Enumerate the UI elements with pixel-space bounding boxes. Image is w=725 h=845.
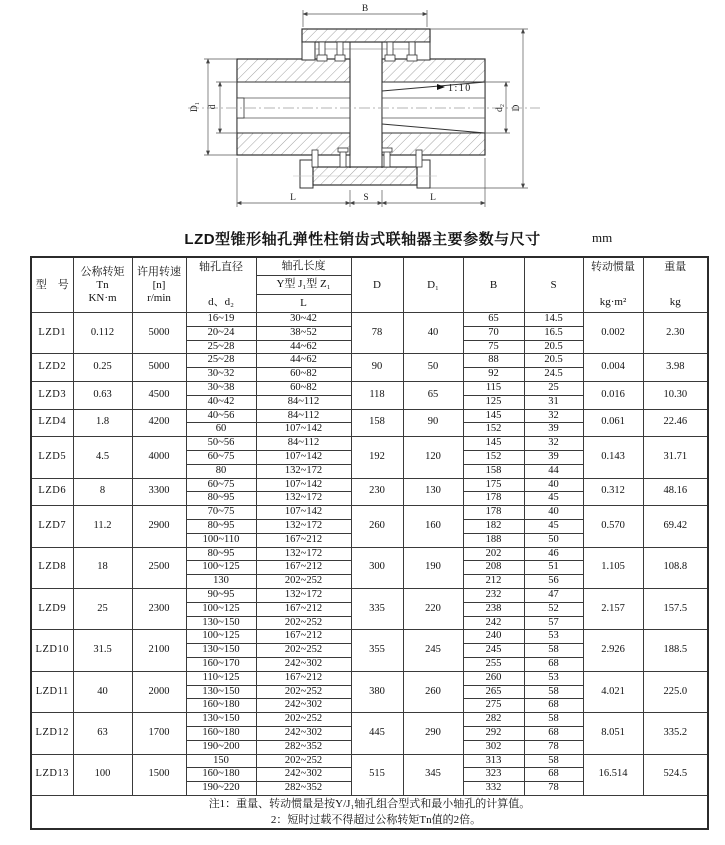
cell-speed: 3300 <box>132 478 186 506</box>
col-header-length <box>256 257 351 313</box>
cell-torque: 4.5 <box>73 437 132 478</box>
cell-speed: 1700 <box>132 713 186 754</box>
cell-speed: 2300 <box>132 588 186 629</box>
table-row <box>31 313 708 327</box>
cell-model: LZD13 <box>31 754 73 795</box>
cell-D1: 50 <box>403 354 463 382</box>
cell-S: 57 <box>524 616 583 630</box>
cell-D: 260 <box>351 506 403 547</box>
coupling-drawing-svg <box>0 0 725 222</box>
cell-bore: 30~38 <box>186 381 256 395</box>
cell-S: 53 <box>524 671 583 685</box>
cell-S: 58 <box>524 685 583 699</box>
cell-length: 60~82 <box>256 368 351 382</box>
cell-B: 158 <box>463 464 524 478</box>
cell-length: 44~62 <box>256 340 351 354</box>
cell-speed: 4200 <box>132 409 186 437</box>
cell-S: 14.5 <box>524 313 583 327</box>
dim-label-d: d <box>208 104 218 110</box>
cell-S: 56 <box>524 575 583 589</box>
cell-torque: 8 <box>73 478 132 506</box>
taper-label: 1:10 <box>448 83 472 94</box>
cell-torque: 0.63 <box>73 381 132 409</box>
cell-length: 242~302 <box>256 768 351 782</box>
cell-torque: 31.5 <box>73 630 132 671</box>
cell-length: 202~252 <box>256 713 351 727</box>
dim-label-S: S <box>363 193 369 203</box>
cell-model: LZD5 <box>31 437 73 478</box>
note-1: 注1：重量、转动惯量是按Y/J₁轴孔组合型式和最小轴孔的计算值。 <box>208 797 531 810</box>
cell-length: 167~212 <box>256 630 351 644</box>
cell-bore: 130 <box>186 575 256 589</box>
cell-inertia: 2.157 <box>583 588 643 629</box>
cell-bore: 16~19 <box>186 313 256 327</box>
cell-model: LZD12 <box>31 713 73 754</box>
title-row <box>0 226 725 252</box>
cell-S: 39 <box>524 450 583 464</box>
cell-bore: 190~200 <box>186 740 256 754</box>
cell-torque: 1.8 <box>73 409 132 437</box>
cell-inertia: 0.002 <box>583 313 643 354</box>
cell-length: 242~302 <box>256 657 351 671</box>
cell-bore: 80~95 <box>186 547 256 561</box>
cell-inertia: 0.004 <box>583 354 643 382</box>
cell-length: 132~172 <box>256 519 351 533</box>
parameters-table <box>30 256 709 830</box>
cell-D1: 40 <box>403 313 463 354</box>
cell-B: 65 <box>463 313 524 327</box>
inertia-title: 转动惯量 <box>591 261 635 273</box>
cell-model: LZD11 <box>31 671 73 712</box>
cell-bore: 90~95 <box>186 588 256 602</box>
coupling-section-drawing <box>0 0 725 222</box>
cell-B: 323 <box>463 768 524 782</box>
cell-S: 20.5 <box>524 354 583 368</box>
cell-torque: 18 <box>73 547 132 588</box>
cell-model: LZD7 <box>31 506 73 547</box>
cell-B: 92 <box>463 368 524 382</box>
dim-label-L-left: L <box>290 193 296 203</box>
unit-label: mm <box>592 230 613 245</box>
cell-S: 32 <box>524 437 583 451</box>
cell-bore: 130~150 <box>186 713 256 727</box>
cell-model: LZD6 <box>31 478 73 506</box>
cell-bore: 80 <box>186 464 256 478</box>
cell-length: 132~172 <box>256 547 351 561</box>
col-header-D1: D₁ <box>403 257 463 313</box>
cell-length: 38~52 <box>256 326 351 340</box>
cell-bore: 100~125 <box>186 602 256 616</box>
note-2: 2：短时过载不得超过公称转矩Tn值的2倍。 <box>270 813 482 826</box>
speed-symbol: [n] <box>152 278 166 291</box>
cell-S: 25 <box>524 381 583 395</box>
header-row <box>31 257 708 313</box>
weight-title: 重量 <box>664 261 687 273</box>
cell-S: 52 <box>524 602 583 616</box>
cell-B: 70 <box>463 326 524 340</box>
cell-B: 175 <box>463 478 524 492</box>
cell-D: 158 <box>351 409 403 437</box>
shaft-gap <box>351 42 381 168</box>
cell-length: 242~302 <box>256 726 351 740</box>
cell-weight: 524.5 <box>643 754 708 795</box>
table-row <box>31 409 708 423</box>
cell-model: LZD10 <box>31 630 73 671</box>
cell-torque: 0.112 <box>73 313 132 354</box>
cell-length: 132~172 <box>256 588 351 602</box>
cell-length: 84~112 <box>256 395 351 409</box>
dim-label-d2: d₂ <box>495 103 505 113</box>
cell-S: 68 <box>524 699 583 713</box>
cell-weight: 22.46 <box>643 409 708 437</box>
cell-B: 232 <box>463 588 524 602</box>
cell-bore: 50~56 <box>186 437 256 451</box>
length-title: 轴孔长度 <box>257 258 351 276</box>
cell-torque: 25 <box>73 588 132 629</box>
cell-weight: 335.2 <box>643 713 708 754</box>
cell-S: 68 <box>524 657 583 671</box>
cell-length: 202~252 <box>256 644 351 658</box>
cell-S: 58 <box>524 644 583 658</box>
cell-length: 84~112 <box>256 409 351 423</box>
cell-D: 515 <box>351 754 403 795</box>
cell-S: 32 <box>524 409 583 423</box>
cell-S: 50 <box>524 533 583 547</box>
cell-S: 39 <box>524 423 583 437</box>
cell-speed: 2500 <box>132 547 186 588</box>
cell-bore: 150 <box>186 754 256 768</box>
cell-B: 238 <box>463 602 524 616</box>
cell-bore: 100~110 <box>186 533 256 547</box>
cell-B: 332 <box>463 782 524 796</box>
notes-cell <box>31 795 708 829</box>
cell-S: 40 <box>524 506 583 520</box>
dim-label-L-right: L <box>430 193 436 203</box>
cell-D1: 220 <box>403 588 463 629</box>
cell-bore: 190~220 <box>186 782 256 796</box>
length-types: Y型 J₁型 Z₁ <box>257 276 351 294</box>
cell-B: 255 <box>463 657 524 671</box>
cell-B: 265 <box>463 685 524 699</box>
cell-length: 107~142 <box>256 423 351 437</box>
col-header-D: D <box>351 257 403 313</box>
cell-bore: 160~180 <box>186 699 256 713</box>
length-symbol: L <box>300 296 307 309</box>
inertia-unit: kg·m² <box>599 296 627 308</box>
cell-weight: 48.16 <box>643 478 708 506</box>
cell-B: 292 <box>463 726 524 740</box>
cell-S: 51 <box>524 561 583 575</box>
cell-B: 302 <box>463 740 524 754</box>
col-header-B: B <box>463 257 524 313</box>
left-hub <box>237 59 350 155</box>
torque-symbol: Tn <box>96 278 109 291</box>
cell-length: 202~252 <box>256 754 351 768</box>
cell-D: 90 <box>351 354 403 382</box>
cell-S: 78 <box>524 740 583 754</box>
cell-model: LZD3 <box>31 381 73 409</box>
cell-inertia: 16.514 <box>583 754 643 795</box>
table-row <box>31 713 708 727</box>
cell-bore: 110~125 <box>186 671 256 685</box>
cell-D: 355 <box>351 630 403 671</box>
cell-S: 24.5 <box>524 368 583 382</box>
cell-torque: 63 <box>73 713 132 754</box>
table-row <box>31 478 708 492</box>
cell-D: 78 <box>351 313 403 354</box>
cell-D: 380 <box>351 671 403 712</box>
notes-row <box>31 795 708 829</box>
cell-bore: 130~150 <box>186 616 256 630</box>
cell-S: 31 <box>524 395 583 409</box>
table-notes <box>31 795 708 829</box>
cell-bore: 25~28 <box>186 340 256 354</box>
cell-inertia: 8.051 <box>583 713 643 754</box>
cell-length: 107~142 <box>256 506 351 520</box>
cell-model: LZD4 <box>31 409 73 437</box>
cell-S: 45 <box>524 492 583 506</box>
dim-label-B: B <box>361 4 369 14</box>
cell-B: 313 <box>463 754 524 768</box>
cell-weight: 69.42 <box>643 506 708 547</box>
cell-S: 46 <box>524 547 583 561</box>
cell-S: 68 <box>524 768 583 782</box>
col-header-model <box>31 257 73 313</box>
cell-model: LZD8 <box>31 547 73 588</box>
cell-model: LZD9 <box>31 588 73 629</box>
cell-S: 16.5 <box>524 326 583 340</box>
cell-S: 58 <box>524 713 583 727</box>
cell-D: 192 <box>351 437 403 478</box>
cell-inertia: 0.570 <box>583 506 643 547</box>
cell-bore: 160~180 <box>186 726 256 740</box>
table-row <box>31 381 708 395</box>
cell-length: 202~252 <box>256 575 351 589</box>
table-row <box>31 547 708 561</box>
cell-inertia: 1.105 <box>583 547 643 588</box>
cell-B: 212 <box>463 575 524 589</box>
cell-B: 125 <box>463 395 524 409</box>
cell-B: 245 <box>463 644 524 658</box>
table-row <box>31 588 708 602</box>
cell-bore: 80~95 <box>186 519 256 533</box>
cell-weight: 31.71 <box>643 437 708 478</box>
cell-bore: 130~150 <box>186 644 256 658</box>
cell-S: 68 <box>524 726 583 740</box>
cell-D1: 90 <box>403 409 463 437</box>
cell-S: 20.5 <box>524 340 583 354</box>
cell-length: 282~352 <box>256 782 351 796</box>
col-header-S: S <box>524 257 583 313</box>
col-header-bore <box>186 257 256 313</box>
speed-title: 许用转速 <box>137 265 181 278</box>
cell-D1: 190 <box>403 547 463 588</box>
torque-unit: KN·m <box>88 291 117 304</box>
cell-speed: 2100 <box>132 630 186 671</box>
table-row <box>31 354 708 368</box>
col-header-weight <box>643 257 708 313</box>
cell-S: 53 <box>524 630 583 644</box>
cell-bore: 80~95 <box>186 492 256 506</box>
cell-S: 44 <box>524 464 583 478</box>
cell-torque: 100 <box>73 754 132 795</box>
cell-length: 107~142 <box>256 450 351 464</box>
cell-bore: 100~125 <box>186 561 256 575</box>
cell-speed: 4000 <box>132 437 186 478</box>
table-row <box>31 630 708 644</box>
table-body <box>31 313 708 796</box>
table-header <box>31 257 708 313</box>
cell-weight: 108.8 <box>643 547 708 588</box>
cell-bore: 60 <box>186 423 256 437</box>
right-hub <box>382 59 485 155</box>
weight-unit: kg <box>669 296 681 308</box>
cell-D1: 130 <box>403 478 463 506</box>
cell-D: 230 <box>351 478 403 506</box>
speed-unit: r/min <box>147 291 171 304</box>
cell-B: 240 <box>463 630 524 644</box>
cell-B: 152 <box>463 450 524 464</box>
cell-length: 167~212 <box>256 602 351 616</box>
cell-bore: 20~24 <box>186 326 256 340</box>
cell-model: LZD2 <box>31 354 73 382</box>
cell-B: 275 <box>463 699 524 713</box>
cell-inertia: 2.926 <box>583 630 643 671</box>
cell-torque: 11.2 <box>73 506 132 547</box>
cell-B: 202 <box>463 547 524 561</box>
cell-inertia: 0.143 <box>583 437 643 478</box>
cell-length: 44~62 <box>256 354 351 368</box>
cell-speed: 1500 <box>132 754 186 795</box>
cell-D1: 345 <box>403 754 463 795</box>
bore-title: 轴孔直径 <box>199 261 243 273</box>
cell-length: 167~212 <box>256 533 351 547</box>
cell-length: 202~252 <box>256 616 351 630</box>
cell-D1: 290 <box>403 713 463 754</box>
cell-length: 107~142 <box>256 478 351 492</box>
cell-torque: 40 <box>73 671 132 712</box>
cell-bore: 30~32 <box>186 368 256 382</box>
cell-B: 145 <box>463 409 524 423</box>
cell-D1: 120 <box>403 437 463 478</box>
cell-B: 260 <box>463 671 524 685</box>
cell-model: LZD1 <box>31 313 73 354</box>
cell-B: 242 <box>463 616 524 630</box>
cell-weight: 3.98 <box>643 354 708 382</box>
cell-length: 202~252 <box>256 685 351 699</box>
bore-symbol: d、d₂ <box>208 296 234 308</box>
dim-label-D1: D₁ <box>190 101 200 113</box>
cell-length: 30~42 <box>256 313 351 327</box>
cell-bore: 60~75 <box>186 450 256 464</box>
cell-D: 335 <box>351 588 403 629</box>
col-header-model-label: 型 号 <box>35 278 69 291</box>
cell-length: 132~172 <box>256 464 351 478</box>
cell-B: 208 <box>463 561 524 575</box>
torque-title: 公称转矩 <box>80 265 125 278</box>
cell-bore: 160~180 <box>186 768 256 782</box>
cell-S: 47 <box>524 588 583 602</box>
cell-bore: 40~56 <box>186 409 256 423</box>
cell-bore: 160~170 <box>186 657 256 671</box>
cell-B: 115 <box>463 381 524 395</box>
table-row <box>31 754 708 768</box>
cell-S: 45 <box>524 519 583 533</box>
cell-B: 75 <box>463 340 524 354</box>
cell-inertia: 4.021 <box>583 671 643 712</box>
cell-weight: 225.0 <box>643 671 708 712</box>
cell-speed: 2900 <box>132 506 186 547</box>
cell-D1: 65 <box>403 381 463 409</box>
table-row <box>31 671 708 685</box>
table-row <box>31 437 708 451</box>
cell-B: 182 <box>463 519 524 533</box>
cell-weight: 188.5 <box>643 630 708 671</box>
col-header-speed <box>132 257 186 313</box>
cell-weight: 10.30 <box>643 381 708 409</box>
cell-B: 88 <box>463 354 524 368</box>
cell-S: 40 <box>524 478 583 492</box>
cell-B: 152 <box>463 423 524 437</box>
cell-length: 132~172 <box>256 492 351 506</box>
cell-bore: 25~28 <box>186 354 256 368</box>
cell-B: 145 <box>463 437 524 451</box>
cell-length: 84~112 <box>256 437 351 451</box>
cell-torque: 0.25 <box>73 354 132 382</box>
cell-bore: 40~42 <box>186 395 256 409</box>
cell-bore: 100~125 <box>186 630 256 644</box>
cell-bore: 130~150 <box>186 685 256 699</box>
cell-D: 300 <box>351 547 403 588</box>
cell-speed: 5000 <box>132 313 186 354</box>
cell-bore: 70~75 <box>186 506 256 520</box>
cell-D1: 245 <box>403 630 463 671</box>
table-row <box>31 506 708 520</box>
dim-label-D: D <box>512 104 522 112</box>
page-title: LZD型锥形轴孔弹性柱销齿式联轴器主要参数与尺寸 <box>184 231 541 248</box>
cell-inertia: 0.312 <box>583 478 643 506</box>
cell-D: 118 <box>351 381 403 409</box>
cell-speed: 2000 <box>132 671 186 712</box>
cell-B: 282 <box>463 713 524 727</box>
cell-S: 58 <box>524 754 583 768</box>
cell-B: 178 <box>463 506 524 520</box>
cell-S: 78 <box>524 782 583 796</box>
cell-D: 445 <box>351 713 403 754</box>
cell-weight: 2.30 <box>643 313 708 354</box>
cell-weight: 157.5 <box>643 588 708 629</box>
cell-bore: 60~75 <box>186 478 256 492</box>
cell-speed: 5000 <box>132 354 186 382</box>
cell-inertia: 0.016 <box>583 381 643 409</box>
cell-length: 167~212 <box>256 561 351 575</box>
cell-D1: 260 <box>403 671 463 712</box>
cell-B: 178 <box>463 492 524 506</box>
cell-length: 60~82 <box>256 381 351 395</box>
col-header-inertia <box>583 257 643 313</box>
cell-D1: 160 <box>403 506 463 547</box>
cell-length: 167~212 <box>256 671 351 685</box>
cell-length: 282~352 <box>256 740 351 754</box>
cell-speed: 4500 <box>132 381 186 409</box>
cell-inertia: 0.061 <box>583 409 643 437</box>
col-header-torque <box>73 257 132 313</box>
cell-B: 188 <box>463 533 524 547</box>
cell-length: 242~302 <box>256 699 351 713</box>
